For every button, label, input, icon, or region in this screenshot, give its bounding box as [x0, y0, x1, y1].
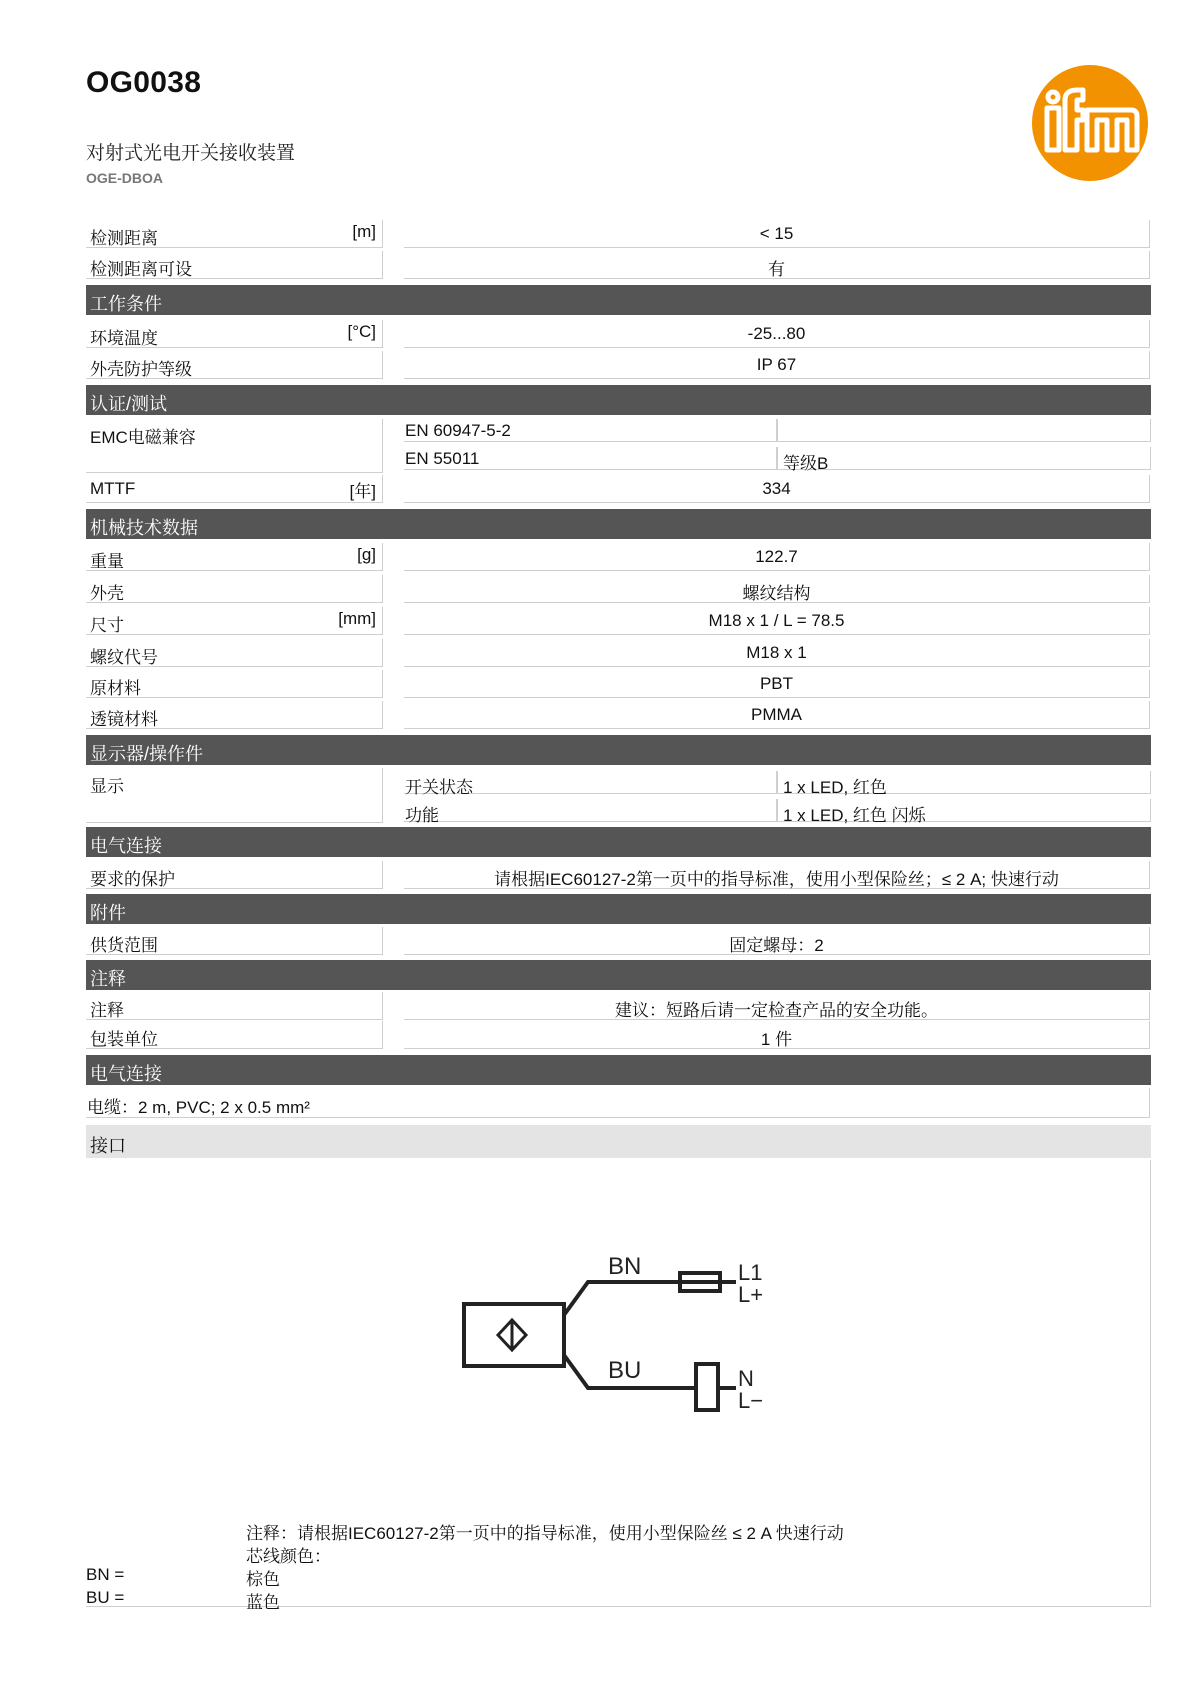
l1-label: L1: [738, 1260, 763, 1285]
load-symbol: [696, 1364, 718, 1410]
interface-header: 接口: [86, 1125, 1151, 1158]
section-header: 电气连接: [86, 1055, 1151, 1085]
spec-value: PMMA: [751, 705, 802, 724]
section-header: 机械技术数据: [86, 509, 1151, 539]
spec-value: 请根据IEC60127-2第一页中的指导标准，使用小型保险丝；≤ 2 A; 快速行动: [494, 870, 1059, 889]
spec-value: IP 67: [756, 355, 797, 374]
spec-value: 122.7: [755, 547, 798, 566]
bn-wire: [564, 1282, 680, 1315]
spec-unit: [mm]: [338, 609, 376, 628]
bu-color: 蓝色: [246, 1593, 280, 1612]
spec-value: 固定螺母：2: [729, 936, 824, 955]
spec-label: 包装单位: [90, 1030, 158, 1049]
bu-key: BU =: [86, 1588, 125, 1607]
spec-value: 1 件: [760, 1030, 793, 1049]
spec-label: 供货范围: [90, 936, 158, 955]
spec-unit: [g]: [357, 545, 376, 564]
n-label: N: [738, 1366, 754, 1391]
spec-label: 外壳: [90, 584, 124, 603]
spec-label: 检测距离: [90, 229, 158, 248]
ifm-logo: [1031, 64, 1149, 182]
spec-value: 334: [762, 479, 791, 498]
section-header: 附件: [86, 894, 1151, 924]
spec-label: 检测距离可设: [90, 260, 192, 279]
product-description: 对射式光电开关接收装置: [86, 143, 296, 164]
spec-value: 有: [768, 260, 785, 279]
bu-label: BU: [608, 1357, 642, 1384]
spec-label: 尺寸: [90, 616, 124, 635]
spec-label: MTTF: [90, 479, 136, 498]
spec-label: EMC电磁兼容: [90, 428, 196, 447]
bn-key: BN =: [86, 1565, 125, 1584]
emc-class: 等级B: [783, 454, 829, 473]
spec-label-cell: [86, 220, 383, 248]
spec-value: < 15: [759, 224, 794, 243]
wiring-diagram: [440, 1240, 800, 1420]
page-title: OG0038: [86, 66, 202, 99]
bn-color: 棕色: [246, 1570, 280, 1589]
lplus-label: L+: [738, 1282, 764, 1307]
section-header: 认证/测试: [86, 385, 1151, 415]
display-item: 功能: [405, 806, 439, 825]
lminus-label: L−: [738, 1388, 764, 1413]
fuse-note: 注释：请根据IEC60127-2第一页中的指导标准，使用小型保险丝 ≤ 2 A 快速行动: [246, 1524, 844, 1543]
spec-value: 螺纹结构: [742, 584, 811, 603]
frame-border: [1150, 1160, 1151, 1606]
spec-value: M18 x 1 / L = 78.5: [708, 611, 845, 630]
spec-label: 显示: [90, 777, 124, 796]
display-item: 开关状态: [405, 778, 473, 797]
spec-label: 外壳防护等级: [90, 360, 192, 379]
bn-label: BN: [608, 1253, 642, 1280]
spec-label: 原材料: [90, 679, 141, 698]
spec-label: 重量: [90, 552, 124, 571]
spec-value: M18 x 1: [746, 643, 807, 662]
emc-standard: EN 60947-5-2: [405, 421, 511, 440]
spec-unit: [°C]: [347, 322, 376, 341]
section-header: 注释: [86, 960, 1151, 990]
spec-value: -25...80: [747, 324, 806, 343]
spec-label: 要求的保护: [90, 870, 175, 889]
spec-label: 螺纹代号: [90, 648, 158, 667]
display-value: 1 x LED, 红色: [783, 778, 887, 797]
spec-unit: [年]: [349, 482, 376, 501]
wire-colors-title: 芯线颜色：: [246, 1547, 331, 1566]
spec-unit: [m]: [352, 222, 376, 241]
emc-standard: EN 55011: [405, 449, 480, 468]
section-header: 显示器/操作件: [86, 735, 1151, 765]
sensor-box: [464, 1304, 564, 1366]
spec-value: 建议：短路后请一定检查产品的安全功能。: [615, 1001, 938, 1020]
spec-value-cell: [404, 220, 1150, 248]
product-code: OGE-DBOA: [86, 170, 163, 186]
spec-value: PBT: [759, 674, 794, 693]
spec-label: 环境温度: [90, 329, 158, 348]
section-header: 工作条件: [86, 285, 1151, 315]
display-value: 1 x LED, 红色 闪烁: [783, 806, 926, 825]
section-header: 电气连接: [86, 827, 1151, 857]
spec-label: 注释: [90, 1001, 124, 1020]
spec-label: 透镜材料: [90, 710, 158, 729]
cable-spec: 电缆：2 m, PVC; 2 x 0.5 mm²: [86, 1088, 1150, 1118]
